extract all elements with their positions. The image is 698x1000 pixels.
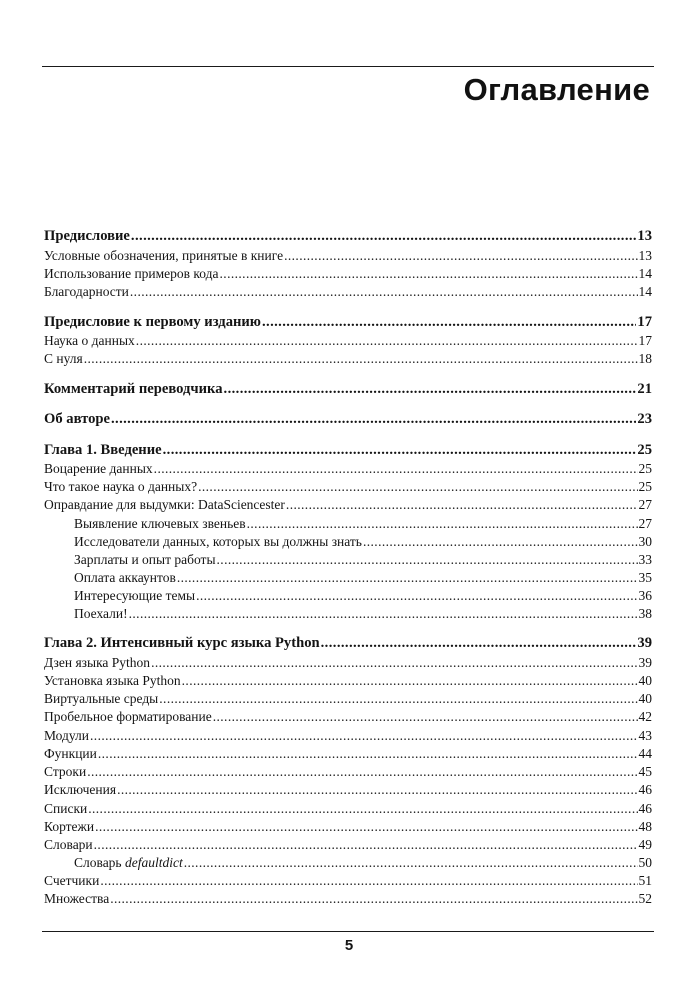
toc-entry-page: 36 <box>638 588 652 603</box>
toc-entry-title: Глава 2. Интенсивный курс языка Python <box>44 635 320 651</box>
toc-entry-title: Выявление ключевых звеньев <box>74 516 246 531</box>
toc-entry-page: 39 <box>638 655 652 670</box>
toc-section-row <box>44 587 652 604</box>
toc-entry-title: Зарплаты и опыт работы <box>74 552 216 567</box>
toc-entry-title: Условные обозначения, принятые в книге <box>44 248 284 263</box>
toc-section-row <box>44 551 652 568</box>
toc-section-row <box>44 672 652 689</box>
toc-section-row <box>44 496 652 513</box>
toc-entry-title: Исследователи данных, которых вы должны знать <box>74 534 362 549</box>
dot-leader <box>286 496 638 513</box>
dot-leader <box>217 551 638 568</box>
toc-entry-title: Установка языка Python <box>44 673 181 688</box>
toc-chapter-row <box>44 635 652 652</box>
dot-leader <box>184 854 638 871</box>
toc-section-row <box>44 332 652 349</box>
toc-section-row <box>44 872 652 889</box>
toc-section-row <box>44 569 652 586</box>
toc-entry-page: 25 <box>637 442 652 458</box>
toc-entry-page: 42 <box>638 709 652 724</box>
toc-entry-title: Виртуальные среды <box>44 691 159 706</box>
toc-entry-title: Кортежи <box>44 819 95 834</box>
toc-entry-title: Интересующие темы <box>74 588 196 603</box>
page-title: Оглавление <box>463 72 650 107</box>
toc-entry-page: 14 <box>638 266 652 281</box>
toc-section-row <box>44 350 652 367</box>
toc-entry-page: 13 <box>638 248 652 263</box>
toc-section-row <box>44 745 652 762</box>
toc-entry-title: Оправдание для выдумки: DataSciencester <box>44 497 285 512</box>
toc-section-row <box>44 818 652 835</box>
dot-leader <box>177 569 638 586</box>
toc-chapter-row <box>44 314 652 331</box>
toc-section-row <box>44 605 652 622</box>
dot-leader <box>129 605 638 622</box>
page-number: 5 <box>344 937 354 954</box>
dot-leader <box>130 283 638 300</box>
toc-entry-title: Благодарности <box>44 284 129 299</box>
toc-entry-title: Поехали! <box>74 606 128 621</box>
toc-entry-page: 38 <box>638 606 652 621</box>
dot-leader <box>224 381 637 398</box>
toc-entry-page: 46 <box>638 782 652 797</box>
toc-entry-page: 48 <box>638 819 652 834</box>
toc-entry-title: Использование примеров кода <box>44 266 219 281</box>
toc-entry-title: Списки <box>44 801 88 816</box>
toc-entry-title: Строки <box>44 764 87 779</box>
toc-entry-title: Предисловие <box>44 228 130 244</box>
dot-leader <box>131 228 636 245</box>
toc-section-row <box>44 283 652 300</box>
toc-entry-page: 18 <box>638 351 652 366</box>
toc-entry-title: Оплата аккаунтов <box>74 570 176 585</box>
toc-section-row <box>44 654 652 671</box>
toc-chapter-row <box>44 381 652 398</box>
dot-leader <box>117 781 637 798</box>
dot-leader <box>154 460 638 477</box>
dot-leader <box>213 708 638 725</box>
toc-entry-page: 43 <box>638 728 652 743</box>
toc-section-row <box>44 460 652 477</box>
toc-section-row <box>44 800 652 817</box>
toc-section-row <box>44 836 652 853</box>
toc-entry-title: С нуля <box>44 351 83 366</box>
toc-entry-title: Что такое наука о данных? <box>44 479 198 494</box>
dot-leader <box>247 515 638 532</box>
toc-entry-page: 52 <box>638 891 652 906</box>
toc-entry-page: 25 <box>638 479 652 494</box>
dot-leader <box>136 332 638 349</box>
toc-entry-page: 30 <box>638 534 652 549</box>
toc-entry-page: 27 <box>638 516 652 531</box>
toc-section-row <box>44 265 652 282</box>
toc-entry-page: 17 <box>638 333 652 348</box>
dot-leader <box>182 672 638 689</box>
toc-entry-title: Множества <box>44 891 110 906</box>
toc-entry-page: 50 <box>638 855 652 870</box>
toc-section-row <box>44 781 652 798</box>
toc-section-row <box>44 247 652 264</box>
toc-section-row <box>44 515 652 532</box>
toc-entry-title: Дзен языка Python <box>44 655 151 670</box>
toc-entry-page: 40 <box>638 691 652 706</box>
toc-chapter-row <box>44 442 652 459</box>
dot-leader <box>198 478 637 495</box>
dot-leader <box>87 763 637 780</box>
toc-entry-page: 21 <box>637 381 652 397</box>
dot-leader <box>196 587 637 604</box>
dot-leader <box>88 800 637 817</box>
toc-entry-title: Предисловие к первому изданию <box>44 314 261 330</box>
toc-entry-page: 40 <box>638 673 652 688</box>
dot-leader <box>111 411 636 428</box>
dot-leader <box>94 836 638 853</box>
table-of-contents <box>44 0 652 930</box>
toc-section-row <box>44 690 652 707</box>
toc-entry-title: Глава 1. Введение <box>44 442 162 458</box>
toc-section-row <box>44 708 652 725</box>
toc-section-row <box>44 533 652 550</box>
toc-entry-page: 25 <box>638 461 652 476</box>
toc-entry-page: 49 <box>638 837 652 852</box>
dot-leader <box>159 690 637 707</box>
dot-leader <box>220 265 638 282</box>
toc-entry-page: 39 <box>637 635 652 651</box>
toc-entry-page: 46 <box>638 801 652 816</box>
dot-leader <box>262 314 636 331</box>
toc-section-row <box>44 854 652 871</box>
toc-section-row <box>44 890 652 907</box>
toc-section-row <box>44 478 652 495</box>
toc-entry-title: Модули <box>44 728 90 743</box>
toc-entry-title: Функции <box>44 746 97 761</box>
toc-entry-title: Об авторе <box>44 411 110 427</box>
toc-entry-page: 27 <box>638 497 652 512</box>
toc-chapter-row <box>44 228 652 245</box>
toc-entry-title: Счетчики <box>44 873 100 888</box>
dot-leader <box>84 350 638 367</box>
toc-entry-title: Комментарий переводчика <box>44 381 223 397</box>
toc-entry-page: 44 <box>638 746 652 761</box>
toc-entry-page: 13 <box>637 228 652 244</box>
toc-entry-page: 35 <box>638 570 652 585</box>
dot-leader <box>95 818 637 835</box>
bottom-rule <box>42 931 654 932</box>
dot-leader <box>321 635 637 652</box>
dot-leader <box>100 872 637 889</box>
toc-entry-title: Наука о данных <box>44 333 135 348</box>
dot-leader <box>90 727 637 744</box>
toc-entry-page: 45 <box>638 764 652 779</box>
toc-section-row <box>44 727 652 744</box>
toc-entry-page: 14 <box>638 284 652 299</box>
toc-entry-page: 23 <box>637 411 652 427</box>
toc-entry-title: Исключения <box>44 782 117 797</box>
toc-section-row <box>44 763 652 780</box>
dot-leader <box>163 442 637 459</box>
toc-entry-page: 17 <box>637 314 652 330</box>
toc-entry-title: Словарь defaultdict <box>74 855 183 870</box>
toc-entry-page: 33 <box>638 552 652 567</box>
dot-leader <box>151 654 637 671</box>
dot-leader <box>284 247 637 264</box>
dot-leader <box>363 533 638 550</box>
toc-entry-title: Воцарение данных <box>44 461 153 476</box>
dot-leader <box>110 890 637 907</box>
dot-leader <box>98 745 638 762</box>
toc-entry-title: Пробельное форматирование <box>44 709 212 724</box>
toc-chapter-row <box>44 411 652 428</box>
toc-entry-title: Словари <box>44 837 93 852</box>
toc-entry-page: 51 <box>638 873 652 888</box>
